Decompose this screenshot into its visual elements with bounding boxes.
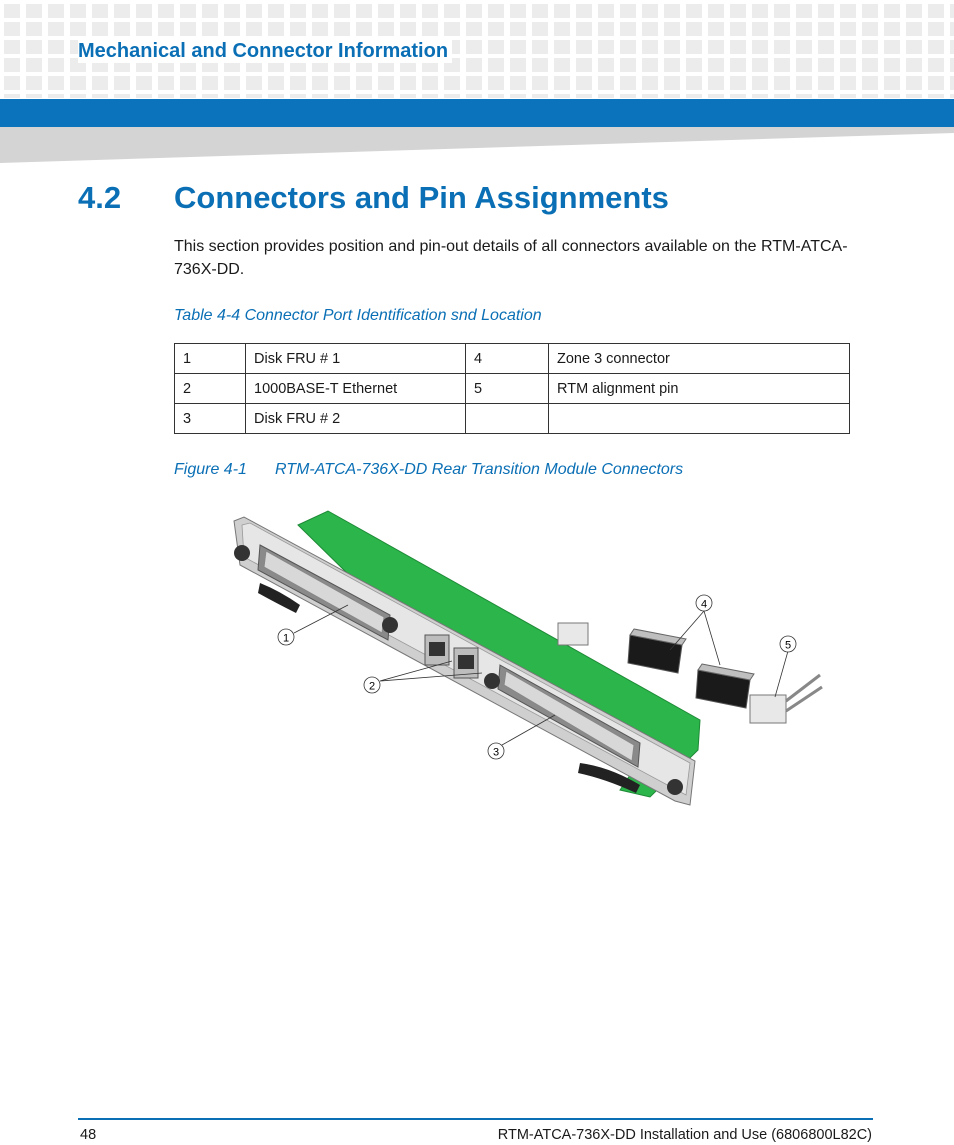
header-dot — [862, 40, 878, 54]
header-dot — [180, 94, 196, 98]
header-dot — [730, 40, 746, 54]
header-dot — [862, 22, 878, 36]
header-dot — [510, 40, 526, 54]
header-dot — [400, 4, 416, 18]
header-dot — [202, 4, 218, 18]
section-number: 4.2 — [78, 180, 122, 215]
header-dot — [884, 40, 900, 54]
header-dot — [576, 22, 592, 36]
header-dot — [884, 22, 900, 36]
header-dot — [290, 94, 306, 98]
table-cell: RTM alignment pin — [549, 374, 850, 404]
header-dot — [576, 76, 592, 90]
header-dot — [26, 58, 42, 72]
header-dot — [752, 58, 768, 72]
header-dot — [818, 4, 834, 18]
header-dot — [26, 76, 42, 90]
header-dot — [356, 4, 372, 18]
header-dot — [598, 4, 614, 18]
header-dot — [686, 4, 702, 18]
header-dot — [4, 58, 20, 72]
header-dot — [268, 4, 284, 18]
header-dot — [70, 94, 86, 98]
header-dot — [532, 58, 548, 72]
header-dot — [312, 4, 328, 18]
header-dot — [334, 4, 350, 18]
header-dot — [290, 22, 306, 36]
header-dot — [510, 4, 526, 18]
header-dot — [356, 76, 372, 90]
header-dot — [532, 94, 548, 98]
header-dot — [796, 40, 812, 54]
header-dot — [92, 94, 108, 98]
header-dot — [598, 40, 614, 54]
header-dot — [730, 4, 746, 18]
header-dot — [48, 4, 64, 18]
header-dot — [708, 58, 724, 72]
callout-2 — [364, 677, 380, 693]
header-dot — [158, 94, 174, 98]
header-dot — [818, 22, 834, 36]
alignment-block — [558, 623, 588, 645]
header-dot — [950, 76, 954, 90]
header-dot — [642, 4, 658, 18]
header-dot — [334, 76, 350, 90]
header-dot — [950, 22, 954, 36]
header-dot — [664, 40, 680, 54]
header-dot — [708, 76, 724, 90]
table-cell — [466, 404, 549, 434]
header-dot — [92, 22, 108, 36]
header-dot — [246, 4, 262, 18]
header-dot — [224, 4, 240, 18]
table-cell: 5 — [466, 374, 549, 404]
header-dot — [422, 4, 438, 18]
header-dot — [488, 4, 504, 18]
header-dot — [774, 22, 790, 36]
header-dot — [708, 94, 724, 98]
rtm-board-illustration — [220, 505, 840, 815]
table-caption: Table 4-4 Connector Port Identification snd Location — [174, 307, 542, 324]
header-dot — [180, 4, 196, 18]
header-dot — [378, 22, 394, 36]
header-dot — [664, 4, 680, 18]
callout-4 — [696, 595, 712, 611]
header-dot — [576, 58, 592, 72]
header-dot — [796, 58, 812, 72]
header-dot — [906, 58, 922, 72]
header-dot — [488, 76, 504, 90]
table-cell — [549, 404, 850, 434]
header-dot — [884, 58, 900, 72]
header-dot — [620, 22, 636, 36]
header-dot — [686, 40, 702, 54]
header-dot — [378, 4, 394, 18]
header-dot — [114, 76, 130, 90]
header-dot — [4, 76, 20, 90]
header-dot — [422, 76, 438, 90]
header-dot — [664, 22, 680, 36]
header-dot — [752, 22, 768, 36]
header-dot — [642, 76, 658, 90]
header-dot — [906, 22, 922, 36]
header-dot — [246, 76, 262, 90]
table-cell: 1000BASE-T Ethernet — [246, 374, 466, 404]
header-dot — [466, 40, 482, 54]
header-dot — [774, 94, 790, 98]
header-dot — [26, 4, 42, 18]
header-dot — [400, 76, 416, 90]
header-dot — [642, 40, 658, 54]
header-dot — [48, 94, 64, 98]
header-dot — [488, 22, 504, 36]
header-dot — [180, 76, 196, 90]
header-dot — [378, 76, 394, 90]
table-row — [175, 404, 850, 434]
header-dot — [796, 22, 812, 36]
callout-3 — [488, 743, 504, 759]
header-dot — [444, 4, 460, 18]
header-dot — [818, 58, 834, 72]
header-dot — [466, 4, 482, 18]
table-cell: 1 — [175, 344, 246, 374]
header-dot — [246, 94, 262, 98]
header-dot — [268, 22, 284, 36]
header-dot — [378, 94, 394, 98]
header-dot — [224, 22, 240, 36]
header-dot — [136, 22, 152, 36]
header-dot — [510, 94, 526, 98]
header-dot — [4, 22, 20, 36]
header-dot — [598, 94, 614, 98]
header-dot — [136, 4, 152, 18]
header-dot — [466, 58, 482, 72]
header-dot — [70, 22, 86, 36]
header-dot — [664, 76, 680, 90]
header-dot — [48, 40, 64, 54]
header-dot — [114, 22, 130, 36]
header-dot — [818, 40, 834, 54]
header-dot — [730, 94, 746, 98]
header-dot — [576, 4, 592, 18]
header-dot — [268, 94, 284, 98]
table-cell: Disk FRU # 2 — [246, 404, 466, 434]
header-dot — [114, 4, 130, 18]
header-dot — [620, 76, 636, 90]
header-blue-bar — [0, 99, 954, 127]
header-dot — [642, 22, 658, 36]
header-dot — [708, 40, 724, 54]
page-number: 48 — [80, 1127, 97, 1143]
header-dot — [312, 76, 328, 90]
header-dot — [818, 76, 834, 90]
header-dot — [26, 40, 42, 54]
intro-paragraph: This section provides position and pin-out details of all connectors available on the RTM-ATCA-736X-DD. — [174, 238, 848, 278]
header-dot — [334, 22, 350, 36]
callout-label: 1 — [282, 632, 290, 645]
header-dot — [774, 76, 790, 90]
header-dot — [686, 94, 702, 98]
figure-title: RTM-ATCA-736X-DD Rear Transition Module Connectors — [275, 461, 684, 478]
header-dot — [708, 4, 724, 18]
callout-label: 4 — [700, 598, 708, 611]
header-dot — [840, 94, 856, 98]
header-dot — [730, 76, 746, 90]
header-dot — [554, 94, 570, 98]
header-dot — [466, 94, 482, 98]
header-dot — [356, 22, 372, 36]
header-dot — [290, 76, 306, 90]
header-dot — [246, 22, 262, 36]
header-dot — [158, 76, 174, 90]
header-dot — [664, 94, 680, 98]
header-dot — [862, 76, 878, 90]
header-dot — [224, 76, 240, 90]
header-dot — [818, 94, 834, 98]
header-dot — [752, 40, 768, 54]
header-dot — [444, 76, 460, 90]
header-dot — [686, 76, 702, 90]
header-dot — [598, 76, 614, 90]
header-dot — [752, 4, 768, 18]
header-dot — [400, 22, 416, 36]
header-dot — [796, 4, 812, 18]
header-dot — [92, 76, 108, 90]
header-dot — [202, 22, 218, 36]
header-dot — [488, 94, 504, 98]
header-dot — [598, 22, 614, 36]
callout-1 — [278, 629, 294, 645]
header-dot — [554, 58, 570, 72]
header-dot — [400, 94, 416, 98]
callout-5 — [780, 636, 796, 652]
header-dot — [752, 76, 768, 90]
header-dot — [48, 22, 64, 36]
header-dot — [466, 76, 482, 90]
header-dot — [928, 76, 944, 90]
table-cell: Disk FRU # 1 — [246, 344, 466, 374]
header-dot — [686, 22, 702, 36]
header-dot — [334, 94, 350, 98]
figure-label: Figure 4-1 — [174, 461, 247, 478]
header-dot — [48, 76, 64, 90]
header-dot — [488, 58, 504, 72]
header-dot — [928, 94, 944, 98]
header-dot — [708, 22, 724, 36]
header-dot — [48, 58, 64, 72]
header-dot — [268, 76, 284, 90]
header-dot — [444, 94, 460, 98]
callout-label: 3 — [492, 746, 500, 759]
header-dot — [532, 40, 548, 54]
document-title: RTM-ATCA-736X-DD Installation and Use (6806800L82C) — [497, 1127, 872, 1143]
header-dot — [26, 94, 42, 98]
header-dot — [4, 4, 20, 18]
header-dot — [422, 94, 438, 98]
header-dot — [312, 22, 328, 36]
header-dot — [950, 40, 954, 54]
table-row — [175, 344, 850, 374]
header-dot — [906, 94, 922, 98]
header-dot — [444, 22, 460, 36]
header-dot — [70, 76, 86, 90]
header-dot — [774, 58, 790, 72]
header-dot — [928, 22, 944, 36]
header-dot — [774, 4, 790, 18]
header-dot — [510, 76, 526, 90]
header-dot — [796, 76, 812, 90]
header-dot — [884, 76, 900, 90]
header-dot — [928, 4, 944, 18]
header-dot — [906, 4, 922, 18]
header-dot — [554, 40, 570, 54]
header-dot — [884, 94, 900, 98]
header-dot — [620, 94, 636, 98]
section-title: Connectors and Pin Assignments — [174, 180, 669, 215]
header-dot — [862, 58, 878, 72]
header-dot — [202, 76, 218, 90]
header-dot — [730, 22, 746, 36]
header-dot — [950, 4, 954, 18]
connector-table — [174, 343, 850, 434]
header-dot — [488, 40, 504, 54]
callout-label: 5 — [784, 639, 792, 652]
header-dot — [356, 94, 372, 98]
header-dot — [686, 58, 702, 72]
header-dot — [642, 94, 658, 98]
table-cell: 4 — [466, 344, 549, 374]
header-dot — [92, 4, 108, 18]
header-dot — [906, 40, 922, 54]
header-dot — [158, 22, 174, 36]
header-dot — [136, 76, 152, 90]
header-dot — [554, 76, 570, 90]
header-dot — [840, 76, 856, 90]
table-cell: 3 — [175, 404, 246, 434]
header-dot — [466, 22, 482, 36]
header-dot — [4, 94, 20, 98]
header-dot — [950, 58, 954, 72]
table-cell: Zone 3 connector — [549, 344, 850, 374]
header-dot — [554, 4, 570, 18]
header-grey-wedge — [0, 127, 954, 163]
header-dot — [224, 94, 240, 98]
header-dot — [730, 58, 746, 72]
header-dot — [840, 22, 856, 36]
header-dot — [532, 22, 548, 36]
chapter-title: Mechanical and Connector Information — [78, 40, 452, 63]
header-dot — [202, 94, 218, 98]
header-dot — [114, 94, 130, 98]
header-dot — [554, 22, 570, 36]
alignment-pin-block — [750, 695, 786, 723]
header-dot — [774, 40, 790, 54]
header-dot — [180, 22, 196, 36]
header-dot — [906, 76, 922, 90]
footer-rule — [78, 1118, 873, 1120]
header-dot — [928, 58, 944, 72]
header-dot — [290, 4, 306, 18]
header-dot — [928, 40, 944, 54]
header-dot — [576, 40, 592, 54]
header-dot — [532, 4, 548, 18]
header-dot — [136, 94, 152, 98]
header-dot — [576, 94, 592, 98]
header-dot — [884, 4, 900, 18]
header-dot — [312, 94, 328, 98]
table-row — [175, 374, 850, 404]
callout-label: 2 — [368, 680, 376, 693]
header-dot — [862, 94, 878, 98]
header-dot — [4, 40, 20, 54]
header-dot — [422, 22, 438, 36]
header-dot — [532, 76, 548, 90]
header-dot — [664, 58, 680, 72]
header-dot — [620, 58, 636, 72]
header-dot — [840, 4, 856, 18]
header-dot — [840, 40, 856, 54]
header-dot — [620, 40, 636, 54]
header-dot — [510, 22, 526, 36]
header-dot — [796, 94, 812, 98]
header-dot — [510, 58, 526, 72]
header-dot — [620, 4, 636, 18]
header-dot — [70, 4, 86, 18]
header-dot — [598, 58, 614, 72]
header-dot — [752, 94, 768, 98]
header-dot — [840, 58, 856, 72]
header-dot — [158, 4, 174, 18]
header-dot — [642, 58, 658, 72]
header-dot — [26, 22, 42, 36]
header-dot — [950, 94, 954, 98]
header-dot — [862, 4, 878, 18]
table-cell: 2 — [175, 374, 246, 404]
